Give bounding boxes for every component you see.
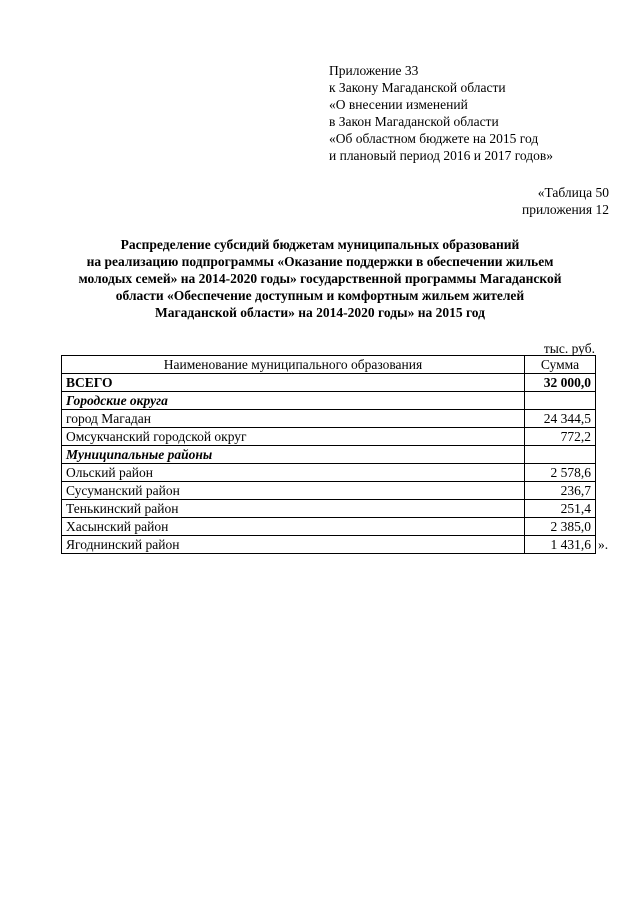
table-row bbox=[62, 428, 596, 446]
appendix-header bbox=[329, 62, 553, 164]
empty-cell bbox=[525, 446, 596, 464]
table-row bbox=[62, 536, 596, 554]
table-reference-line: «Таблица 50 bbox=[537, 185, 609, 200]
section-label: Муниципальные районы bbox=[62, 446, 525, 464]
title-line: Магаданской области» на 2014-2020 годы» на 2015 год bbox=[155, 305, 485, 320]
municipality-name: Ольский район bbox=[62, 464, 525, 482]
appendix-line: в Закон Магаданской области bbox=[329, 114, 499, 129]
municipality-name: Тенькинский район bbox=[62, 500, 525, 518]
section-row bbox=[62, 392, 596, 410]
subsidy-table bbox=[61, 355, 596, 554]
municipality-name: Хасынский район bbox=[62, 518, 525, 536]
column-header-name: Наименование муниципального образования bbox=[62, 356, 525, 374]
title-line: Распределение субсидий бюджетам муниципальных образований bbox=[120, 237, 520, 252]
empty-cell bbox=[525, 392, 596, 410]
appendix-line: к Закону Магаданской области bbox=[329, 80, 506, 95]
municipality-amount: 24 344,5 bbox=[525, 410, 596, 428]
table-row bbox=[62, 500, 596, 518]
table-reference bbox=[522, 184, 609, 218]
municipality-name: Ягоднинский район bbox=[62, 536, 525, 554]
appendix-line: и плановый период 2016 и 2017 годов» bbox=[329, 148, 554, 163]
municipality-name: Сусуманский район bbox=[62, 482, 525, 500]
title-line: на реализацию подпрограммы «Оказание поддержки в обеспечении жильем bbox=[86, 254, 554, 269]
municipality-amount: 2 578,6 bbox=[525, 464, 596, 482]
closing-quote-mark: ». bbox=[598, 537, 609, 552]
title-line: области «Обеспечение доступным и комфортным жильем жителей bbox=[115, 288, 525, 303]
appendix-line: Приложение 33 bbox=[329, 63, 419, 78]
table-row bbox=[62, 410, 596, 428]
municipality-name: город Магадан bbox=[62, 410, 525, 428]
table-row bbox=[62, 464, 596, 482]
municipality-amount: 1 431,6 bbox=[525, 536, 596, 554]
municipality-amount: 772,2 bbox=[525, 428, 596, 446]
total-label: ВСЕГО bbox=[62, 374, 525, 392]
document-title bbox=[40, 236, 600, 321]
table-row bbox=[62, 482, 596, 500]
units-label: тыс. руб. bbox=[543, 341, 595, 356]
municipality-amount: 251,4 bbox=[525, 500, 596, 518]
appendix-line: «Об областном бюджете на 2015 год bbox=[329, 131, 539, 146]
table-header-row bbox=[62, 356, 596, 374]
municipality-amount: 2 385,0 bbox=[525, 518, 596, 536]
table-reference-line: приложения 12 bbox=[521, 202, 609, 217]
table-row bbox=[62, 518, 596, 536]
municipality-name: Омсукчанский городской округ bbox=[62, 428, 525, 446]
table-row-total bbox=[62, 374, 596, 392]
section-label: Городские округа bbox=[62, 392, 525, 410]
total-amount: 32 000,0 bbox=[525, 374, 596, 392]
municipality-amount: 236,7 bbox=[525, 482, 596, 500]
appendix-line: «О внесении изменений bbox=[329, 97, 468, 112]
title-line: молодых семей» на 2014-2020 годы» государственной программы Магаданской bbox=[78, 271, 562, 286]
section-row bbox=[62, 446, 596, 464]
column-header-amount: Сумма bbox=[525, 356, 596, 374]
